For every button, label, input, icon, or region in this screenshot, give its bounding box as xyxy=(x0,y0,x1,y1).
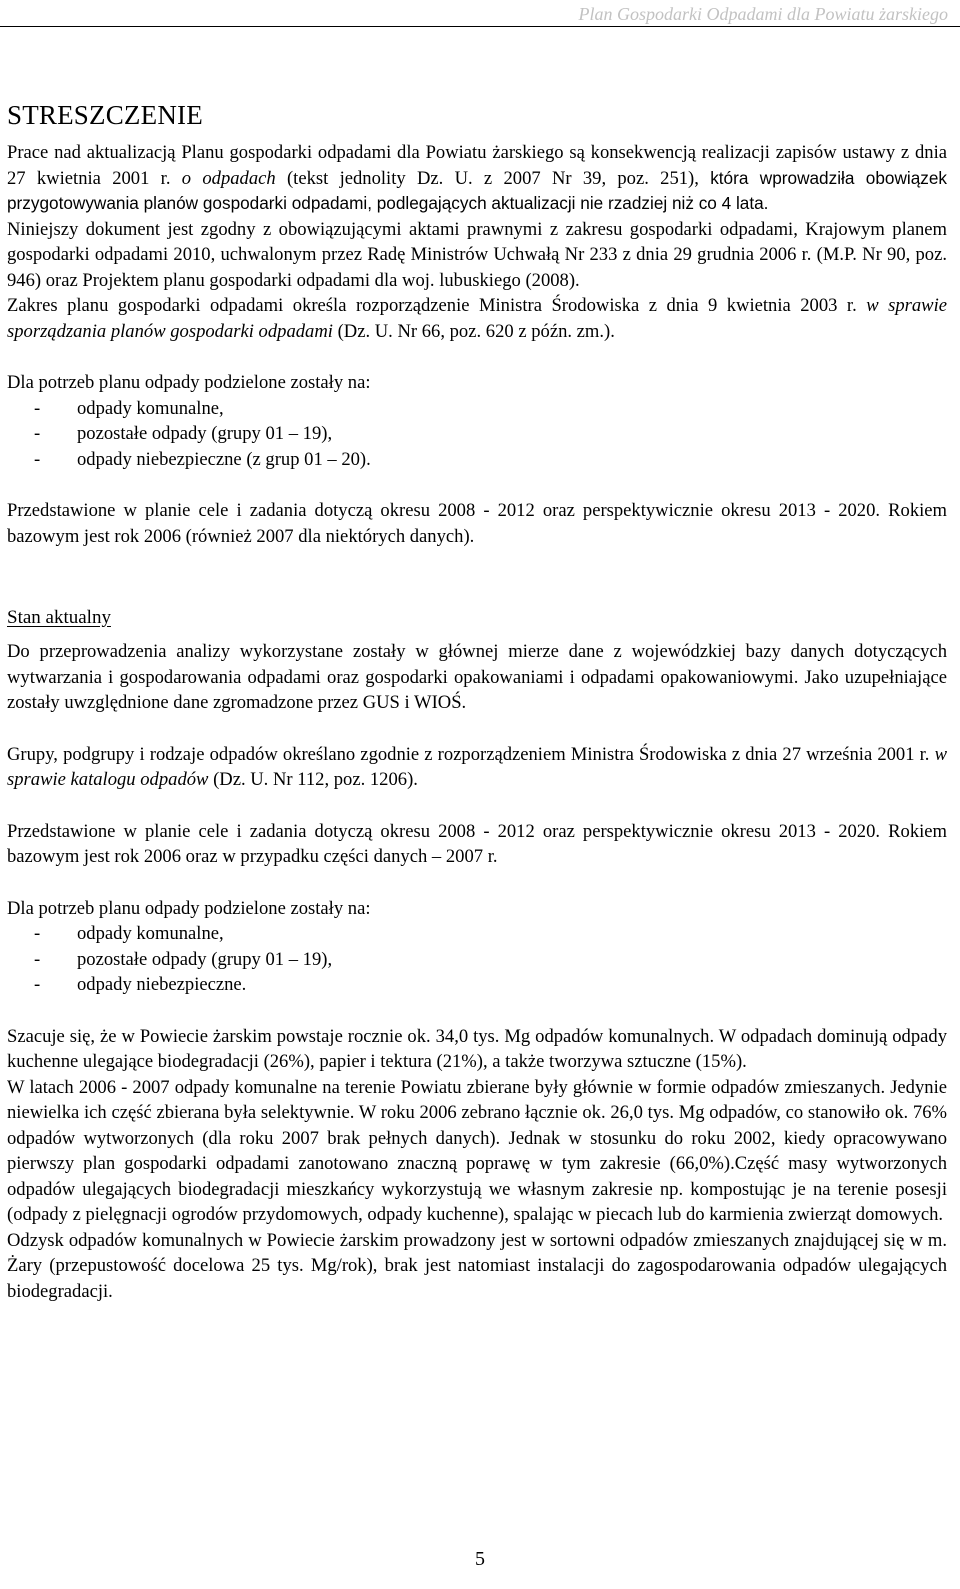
list-item: - odpady niebezpieczne (z grup 01 – 20). xyxy=(7,447,947,473)
list-item: - pozostałe odpady (grupy 01 – 19), xyxy=(7,421,947,447)
current-paragraph-2: Grupy, podgrupy i rodzaje odpadów określano zgodnie z rozporządzeniem Ministra Środowiska z dnia 27 września 2001 r. w sprawie katalogu odpadów (Dz. U. Nr 112, poz. 1206). xyxy=(7,743,947,790)
summary-list xyxy=(7,396,947,473)
running-header: Plan Gospodarki Odpadami dla Powiatu żarskiego xyxy=(578,4,948,24)
current-paragraph-5: W latach 2006 - 2007 odpady komunalne na terenie Powiatu zbierane były głównie w formie odpadów zmieszanych. Jedynie niewielka ich część zbierana była selektywnie. W roku 2006 zebrano łącznie ok. 26,0 tys. Mg odpadów, co stanowiło ok. 76% odpadów wytworzonych (dla roku 2007 brak pełnych danych). Jednak w stosunku do roku 2002, kiedy opracowywano pierwszy plan gospodarki odpadami zanotowano znaczną poprawę w tym zakresie (66,0%).Część masy wytworzonych odpadów ulegających biodegradacji mieszkańcy wykorzystują we własnym zakresie np. kompostując je na terenie posesji (odpady z pielęgnacji ogrodów przydomowych, odpady kuchenne), spalając w piecach lub do karmienia zwierząt domowych. xyxy=(7,1076,947,1225)
header-rule xyxy=(0,26,960,27)
summary-paragraph-1: Prace nad aktualizacją Planu gospodarki odpadami dla Powiatu żarskiego są konsekwencją realizacji zapisów ustawy z dnia 27 kwietnia 2001 r. o odpadach (tekst jednolity Dz. U. z 2007 Nr 39, poz. 251), która wprowadziła obowiązek przygotowywania planów gospodarki odpadami, podlegających aktualizacji nie rzadziej niż co 4 lata. xyxy=(7,142,948,213)
list-item: - odpady komunalne, xyxy=(7,921,947,947)
summary-title: STRESZCZENIE xyxy=(7,100,203,130)
current-list xyxy=(7,921,947,998)
current-paragraph-4: Szacuje się, że w Powiecie żarskim powstaje rocznie ok. 34,0 tys. Mg odpadów komunalnych. W odpadach dominują odpady kuchenne ulegające biodegradacji (26%), papier i tektura (21%), a także tworzywa sztuczne (15%). xyxy=(7,1025,947,1072)
summary-list-intro: Dla potrzeb planu odpady podzielone zostały na: xyxy=(7,372,371,393)
summary-paragraph-2: Niniejszy dokument jest zgodny z obowiązującymi aktami prawnymi z zakresu gospodarki odpadami, Krajowym planem gospodarki odpadami 2010, uchwalonym przez Radę Ministrów Uchwałą Nr 233 z dnia 29 grudnia 2006 r. (M.P. Nr 90, poz. 946) oraz Projektem planu gospodarki odpadami dla woj. lubuskiego (2008). xyxy=(7,218,947,291)
current-paragraph-3: Przedstawione w planie cele i zadania dotyczą okresu 2008 - 2012 oraz perspektywicznie okresu 2013 - 2020. Rokiem bazowym jest rok 2006 oraz w przypadku części danych – 2007 r. xyxy=(7,820,947,867)
current-state-title: Stan aktualny xyxy=(7,607,111,628)
list-item: - pozostałe odpady (grupy 01 – 19), xyxy=(7,947,947,973)
current-paragraph-1: Do przeprowadzenia analizy wykorzystane zostały w głównej mierze dane z wojewódzkiej bazy danych dotyczących wytwarzania i gospodarowania odpadami oraz gospodarki opakowaniami i odpadami opakowaniowymi. Jako uzupełniające zostały uwzględnione dane zgromadzone przez GUS i WIOŚ. xyxy=(7,641,947,713)
page-number: 5 xyxy=(475,1548,485,1570)
current-list-intro: Dla potrzeb planu odpady podzielone zostały na: xyxy=(7,897,371,919)
document-body xyxy=(7,98,947,1304)
summary-paragraph-3: Zakres planu gospodarki odpadami określa rozporządzenie Ministra Środowiska z dnia 9 kwietnia 2003 r. w sprawie sporządzania planów gospodarki odpadami (Dz. U. Nr 66, poz. 620 z późn. zm.). xyxy=(7,295,948,342)
list-item: - odpady niebezpieczne. xyxy=(7,972,947,998)
current-paragraph-6: Odzysk odpadów komunalnych w Powiecie żarskim prowadzony jest w sortowni odpadów zmieszanych znajdującej się w m. Żary (przepustowość docelowa 25 tys. Mg/rok), brak jest natomiast instalacji do zagospodarowania odpadów ulegających biodegradacji. xyxy=(7,1229,947,1302)
list-item: - odpady komunalne, xyxy=(7,396,947,422)
summary-paragraph-4: Przedstawione w planie cele i zadania dotyczą okresu 2008 - 2012 oraz perspektywicznie okresu 2013 - 2020. Rokiem bazowym jest rok 2006 (również 2007 dla niektórych danych). xyxy=(7,500,947,547)
